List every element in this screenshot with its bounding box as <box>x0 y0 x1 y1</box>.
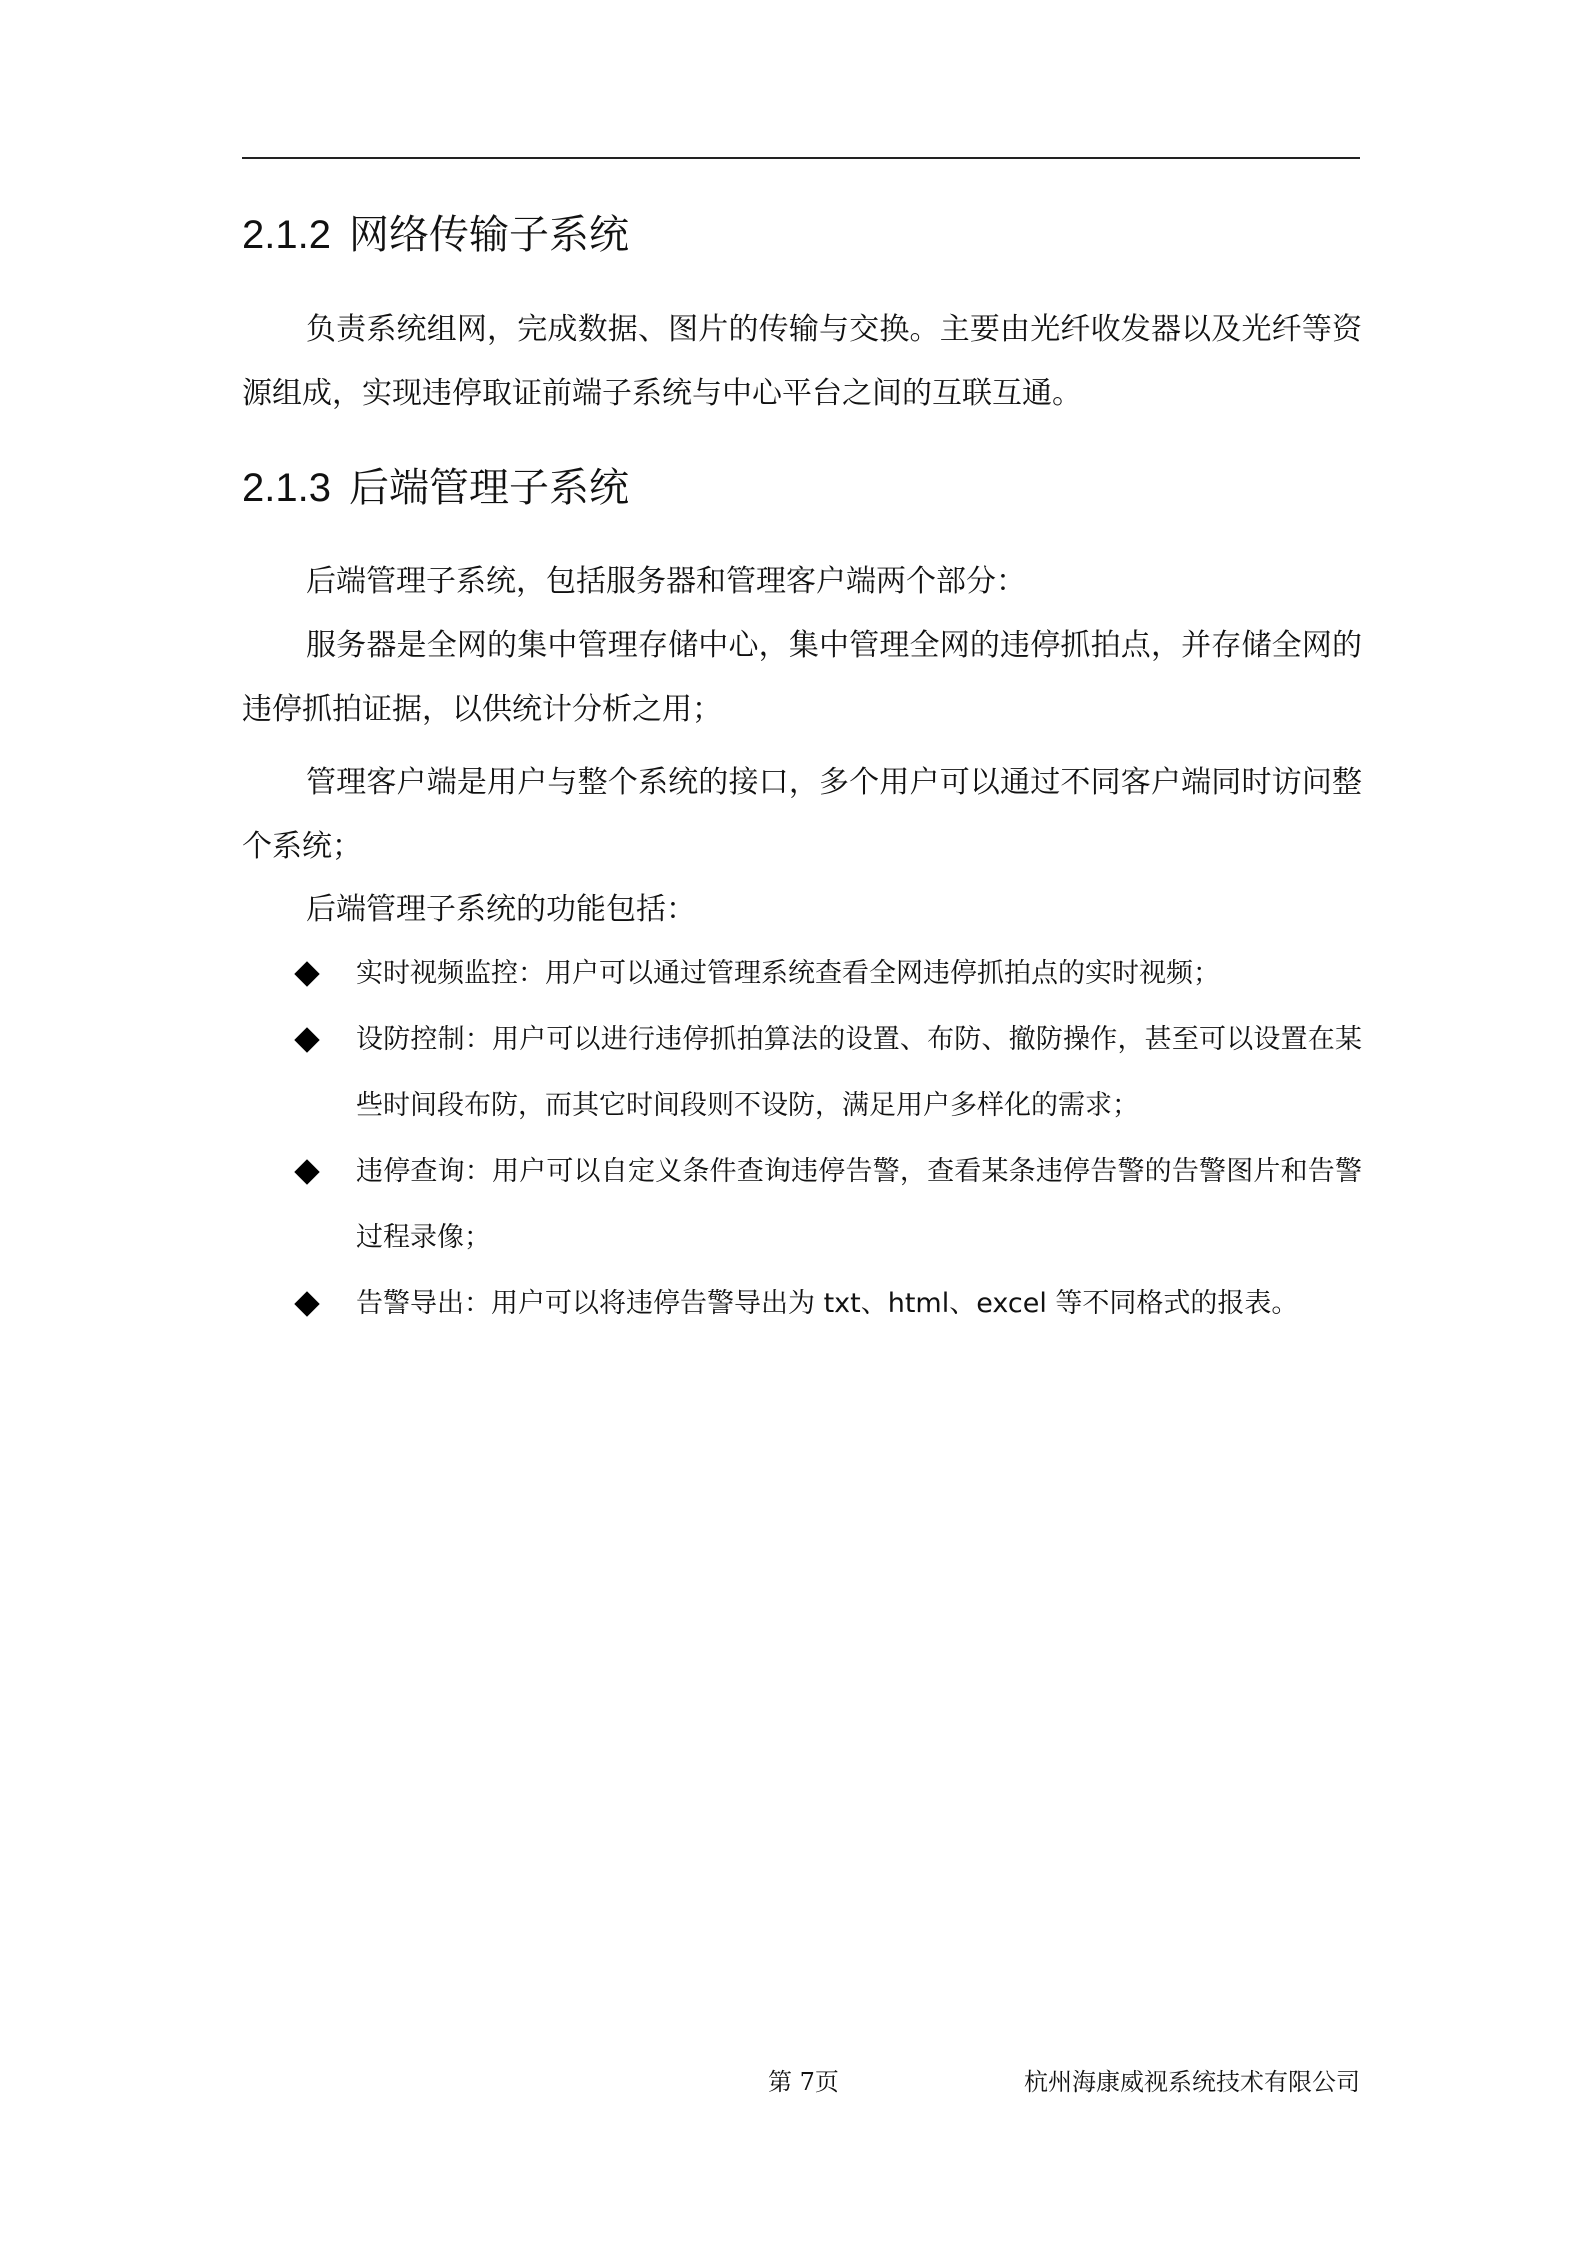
diamond-bullet-icon <box>294 1291 319 1316</box>
list-item-text: 设防控制：用户可以进行违停抓拍算法的设置、布防、撤防操作，甚至可以设置在某些时间段布防，而其它时间段则不设防，满足用户多样化的需求； <box>356 1024 1362 1121</box>
list-item <box>298 941 1362 1007</box>
section-title: 网络传输子系统 <box>348 213 629 257</box>
list-item-text: 告警导出：用户可以将违停告警导出为 txt、html、excel 等不同格式的报表。 <box>356 1288 1299 1319</box>
paragraph: 管理客户端是用户与整个系统的接口，多个用户可以通过不同客户端同时访问整个系统； <box>242 765 1362 864</box>
header-rule <box>242 157 1360 159</box>
footer-company-name: 杭州海康威视系统技术有限公司 <box>1024 2068 1360 2096</box>
feature-list <box>298 941 1362 1337</box>
diamond-bullet-icon <box>294 1159 319 1184</box>
paragraph: 后端管理子系统的功能包括： <box>306 892 696 927</box>
section-heading-2-1-2 <box>242 205 629 265</box>
diamond-bullet-icon <box>294 961 319 986</box>
paragraph: 负责系统组网，完成数据、图片的传输与交换。主要由光纤收发器以及光纤等资源组成，实现违停取证前端子系统与中心平台之间的互联互通。 <box>242 312 1362 411</box>
paragraph: 后端管理子系统，包括服务器和管理客户端两个部分： <box>306 564 1026 599</box>
list-item-text: 违停查询：用户可以自定义条件查询违停告警，查看某条违停告警的告警图片和告警过程录像； <box>356 1156 1362 1253</box>
list-item <box>298 1139 1362 1271</box>
paragraph: 服务器是全网的集中管理存储中心，集中管理全网的违停抓拍点，并存储全网的违停抓拍证据，以供统计分析之用； <box>242 628 1362 727</box>
list-item <box>298 1271 1362 1337</box>
section-number: 2.1.3 <box>242 466 331 510</box>
list-item <box>298 1007 1362 1139</box>
diamond-bullet-icon <box>294 1027 319 1052</box>
section-heading-2-1-3 <box>242 458 629 518</box>
list-item-text: 实时视频监控：用户可以通过管理系统查看全网违停抓拍点的实时视频； <box>356 958 1220 989</box>
section-number: 2.1.2 <box>242 213 331 257</box>
section-title: 后端管理子系统 <box>348 466 629 510</box>
footer-page-number: 第 7页 <box>768 2068 839 2096</box>
